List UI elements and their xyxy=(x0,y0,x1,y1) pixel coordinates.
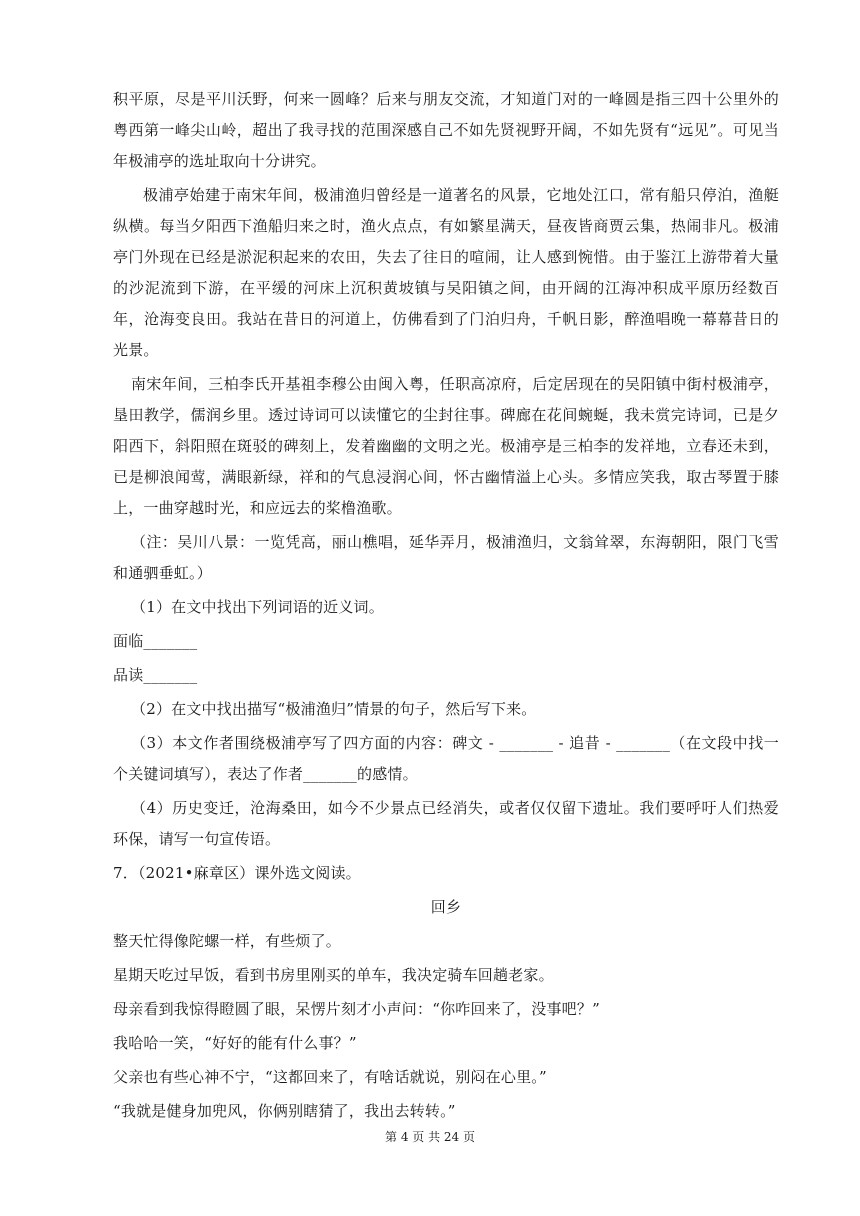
story-line-1: 整天忙得像陀螺一样，有些烦了。 xyxy=(113,932,342,950)
story-line-3: 母亲看到我惊得瞪圆了眼，呆愣片刻才小声问：“你咋回来了，没事吧？” xyxy=(113,1000,600,1018)
question-3: （3）本文作者围绕极浦亭写了四方面的内容：碑文 - _______ - 追昔 - _______（在文段中找一个关键词填写），表达了作者_______的感情。 xyxy=(113,734,779,783)
story-title: 回乡 xyxy=(430,898,462,916)
story-line-5: 父亲也有些心神不宁，“这都回来了，有啥话就说，别闷在心里。” xyxy=(113,1068,547,1086)
section-7-heading: 7．（2021•麻章区）课外选文阅读。 xyxy=(113,864,361,882)
story-line-2: 星期天吃过早饭，看到书房里刚买的单车，我决定骑车回趟老家。 xyxy=(113,966,554,984)
question-4: （4）历史变迁，沧海桑田，如今不少景点已经消失，或者仅仅留下遗址。我们要呼吁人们热爱环保，请写一句宣传语。 xyxy=(113,799,779,848)
story-line-4: 我哈哈一笑，“好好的能有什么事？” xyxy=(113,1034,357,1052)
question-1-item-a: 面临_______ xyxy=(113,632,198,650)
paragraph-li-family-history: 南宋年间，三柏李氏开基祖李穆公由闽入粤，任职高凉府，后定居现在的吴阳镇中街村极浦亭，垦田教学，儒润乡里。透过诗词可以读懂它的尘封往事。碑廊在花间蜿蜒，我未赏完诗词，已是夕阳西下，斜阳照在斑驳的碑刻上，发着幽幽的文明之光。极浦亭是三柏李的发祥地，立春还未到，已是柳浪闻莺，满眼新绿，祥和的气息浸润心间，怀古幽情溢上心头。多情应笑我，取古琴置于膝上，一曲穿越时光，和应远去的桨橹渔歌。 xyxy=(113,375,779,517)
story-line-6: “我就是健身加兜风，你俩别瞎猜了，我出去转转。” xyxy=(113,1102,456,1120)
document-body xyxy=(113,84,779,1130)
paragraph-jipu-pavilion-history: 极浦亭始建于南宋年间，极浦渔归曾经是一道著名的风景，它地处江口，常有船只停泊，渔艇纵横。每当夕阳西下渔船归来之时，渔火点点，有如繁星满天，昼夜皆商贾云集，热闹非凡。极浦亭门外现在已经是淤泥积起来的农田，失去了往日的喧闹，让人感到惋惜。由于鉴江上游带着大量的沙泥流到下游，在平缓的河床上沉积黄坡镇与吴阳镇之间，由开阔的江海冲积成平原历经数百年，沧海变良田。我站在昔日的河道上，仿佛看到了门泊归舟，千帆日影，醉渔唱晚一幕幕昔日的光景。 xyxy=(113,186,779,359)
paragraph-note: （注：吴川八景：一览凭高，丽山樵唱，延华弄月，极浦渔归，文翁耸翠，东海朝阳，限门飞雪和通驷垂虹。） xyxy=(113,533,779,582)
question-2: （2）在文中找出描写“极浦渔归”情景的句子，然后写下来。 xyxy=(131,700,537,718)
paragraph-continuation: 积平原，尽是平川沃野，何来一圆峰？后来与朋友交流，才知道门对的一峰圆是指三四十公里外的粤西第一峰尖山岭，超出了我寻找的范围深感自己不如先贤视野开阔，不如先贤有“远见”。可见当年极浦亭的选址取向十分讲究。 xyxy=(113,90,779,170)
question-1: （1）在文中找出下列词语的近义词。 xyxy=(131,598,384,616)
page-footer: 第 4 页 共 24 页 xyxy=(385,1130,475,1144)
question-1-item-b: 品读_______ xyxy=(113,666,198,684)
